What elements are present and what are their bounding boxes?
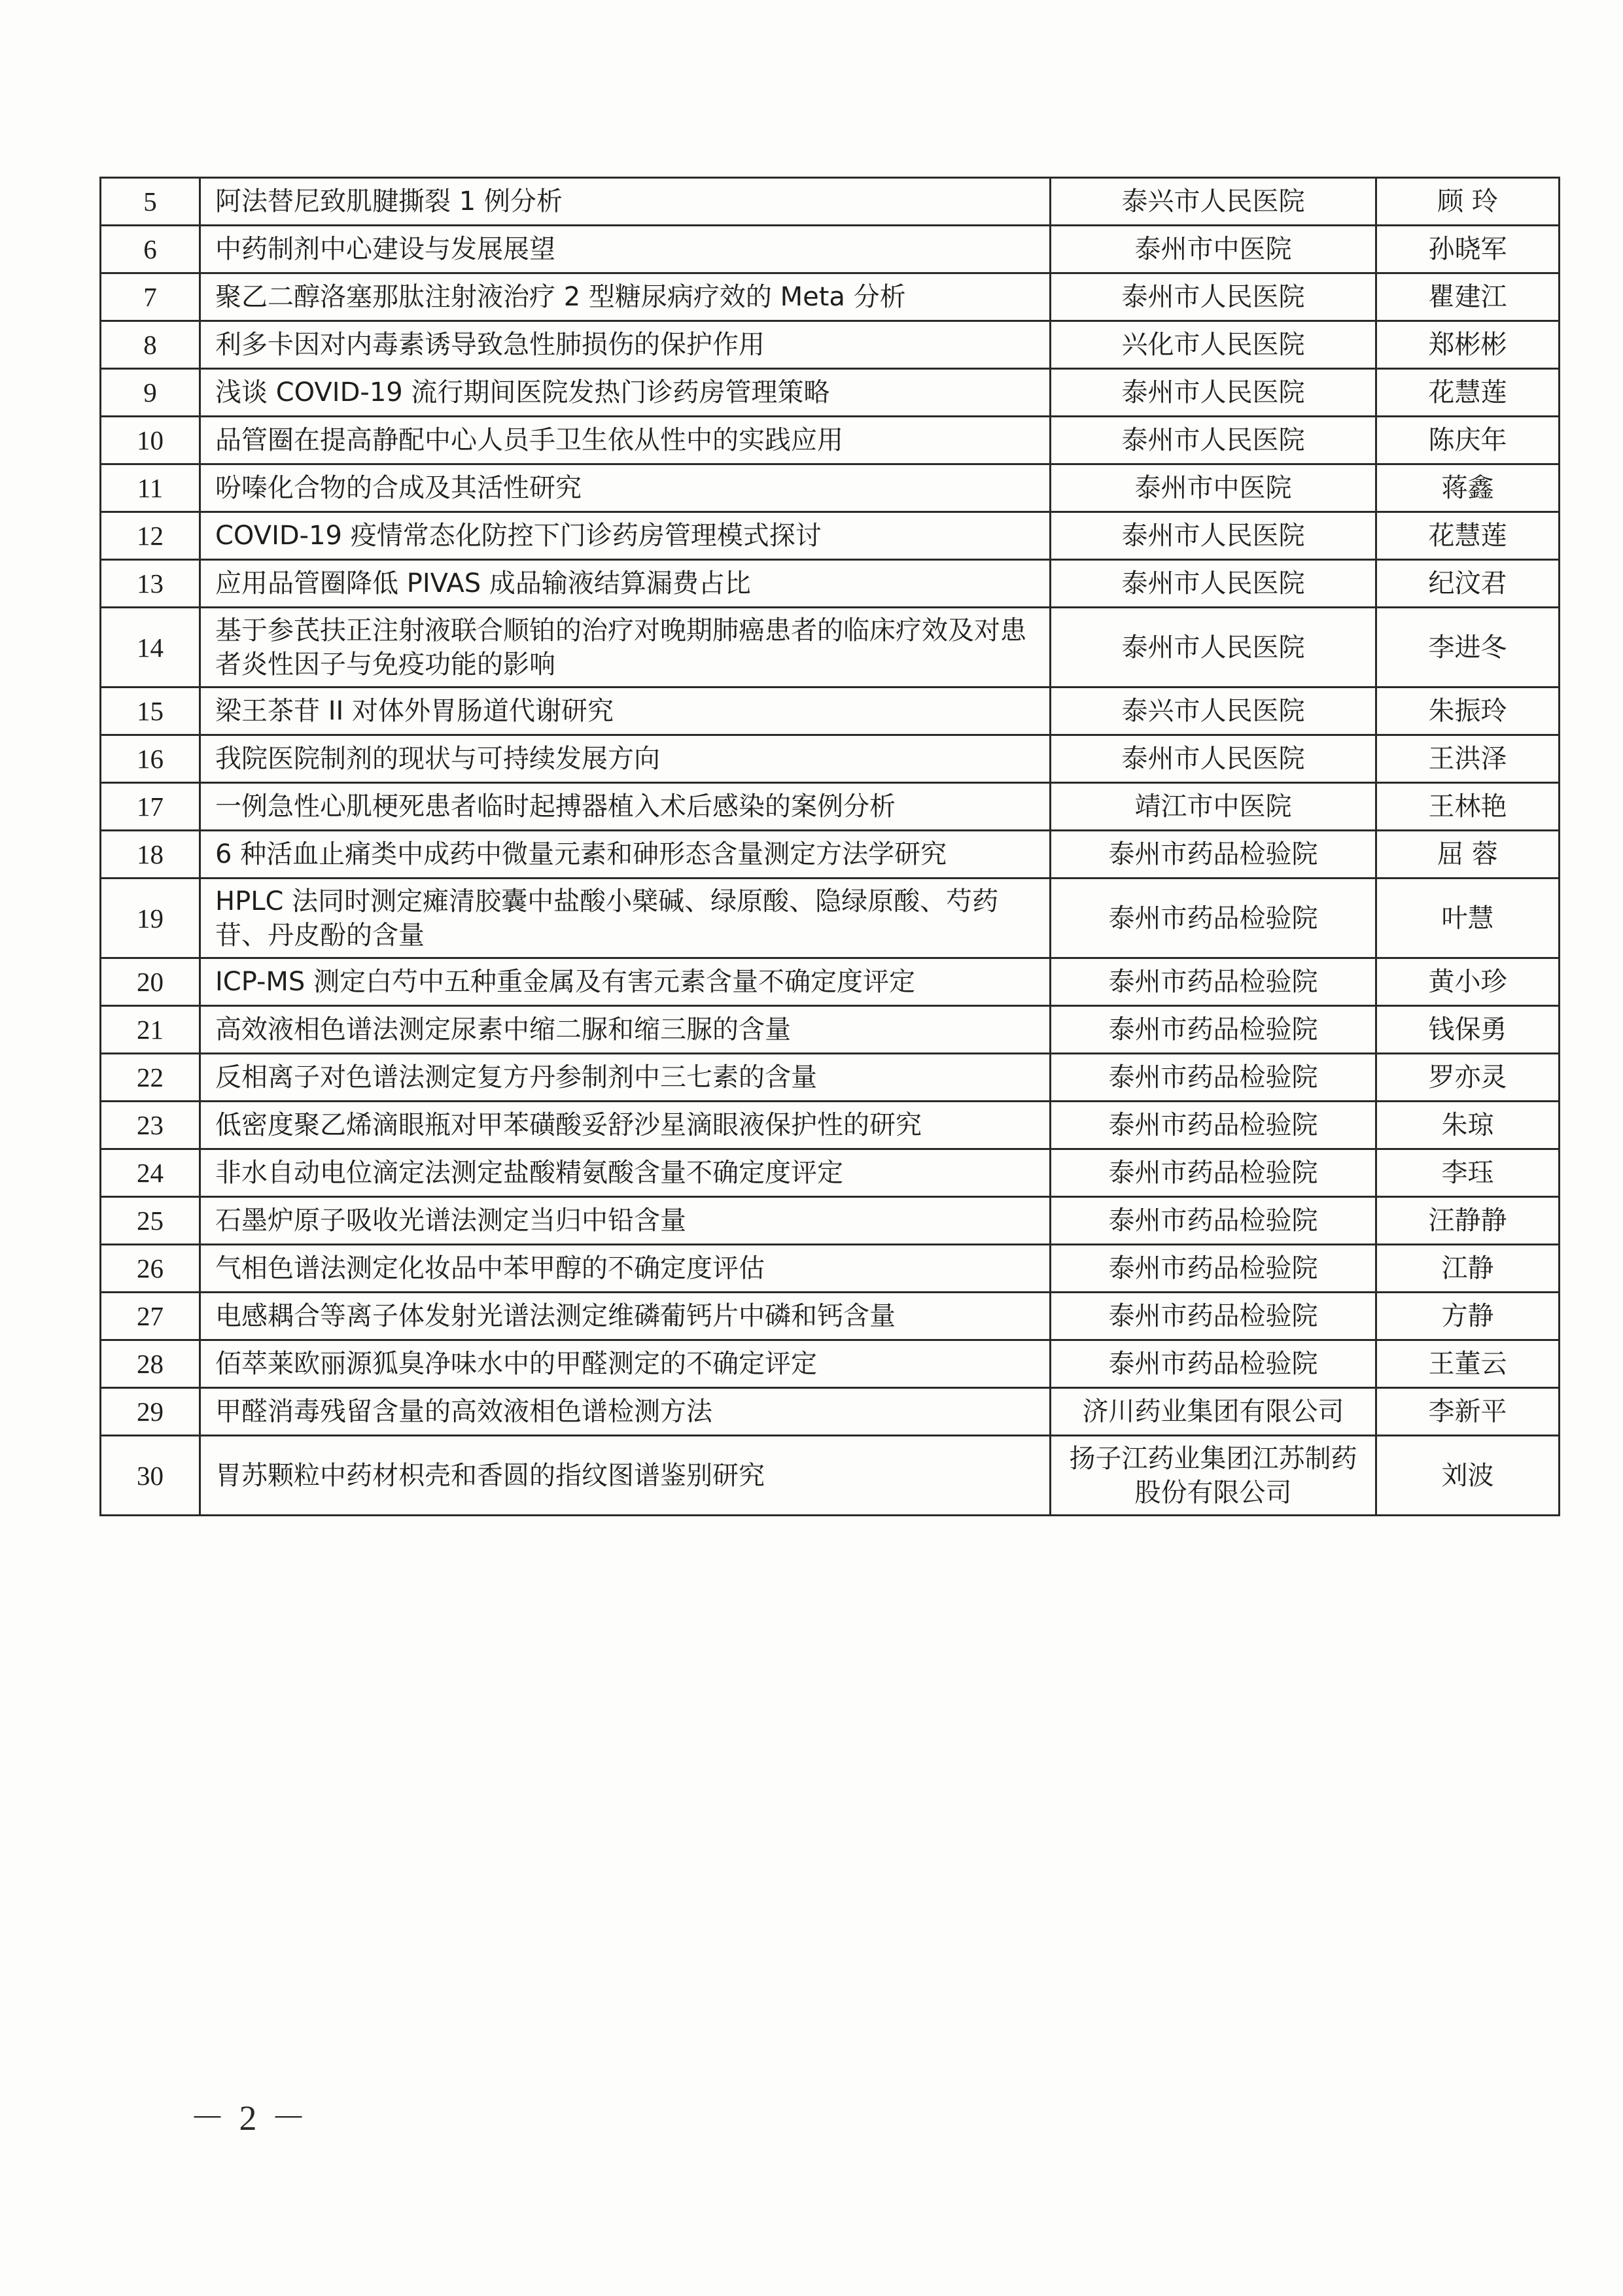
row-number-cell: 5	[101, 178, 200, 226]
table-row	[101, 1245, 1560, 1293]
table-row	[101, 608, 1560, 687]
author-cell: 王洪泽	[1376, 735, 1560, 783]
paper-title-cell: HPLC 法同时测定瘫清胶囊中盐酸小檗碱、绿原酸、隐绿原酸、芍药苷、丹皮酚的含量	[200, 878, 1051, 958]
author-cell: 花慧莲	[1376, 369, 1560, 417]
table-row	[101, 226, 1560, 273]
institution-cell: 泰州市人民医院	[1051, 417, 1376, 464]
author-cell: 纪汶君	[1376, 560, 1560, 608]
row-number-cell: 24	[101, 1149, 200, 1197]
paper-title-cell: 一例急性心肌梗死患者临时起搏器植入术后感染的案例分析	[200, 783, 1051, 831]
table-row	[101, 1388, 1560, 1436]
row-number-cell: 20	[101, 958, 200, 1006]
row-number-cell: 9	[101, 369, 200, 417]
author-cell: 李珏	[1376, 1149, 1560, 1197]
table-row	[101, 783, 1560, 831]
author-cell: 顾 玲	[1376, 178, 1560, 226]
row-number-cell: 27	[101, 1293, 200, 1340]
row-number-cell: 12	[101, 512, 200, 560]
paper-title-cell: 胃苏颗粒中药材枳壳和香圆的指纹图谱鉴别研究	[200, 1436, 1051, 1516]
table-row	[101, 831, 1560, 878]
table-row	[101, 512, 1560, 560]
row-number-cell: 7	[101, 273, 200, 321]
paper-title-cell: 低密度聚乙烯滴眼瓶对甲苯磺酸妥舒沙星滴眼液保护性的研究	[200, 1102, 1051, 1149]
institution-cell: 泰州市药品检验院	[1051, 1340, 1376, 1388]
paper-title-cell: 石墨炉原子吸收光谱法测定当归中铅含量	[200, 1197, 1051, 1245]
author-cell: 罗亦灵	[1376, 1054, 1560, 1102]
author-cell: 朱琼	[1376, 1102, 1560, 1149]
paper-title-cell: 高效液相色谱法测定尿素中缩二脲和缩三脲的含量	[200, 1006, 1051, 1054]
paper-title-cell: 利多卡因对内毒素诱导致急性肺损伤的保护作用	[200, 321, 1051, 369]
author-cell: 方静	[1376, 1293, 1560, 1340]
paper-title-cell: 气相色谱法测定化妆品中苯甲醇的不确定度评估	[200, 1245, 1051, 1293]
institution-cell: 泰州市人民医院	[1051, 608, 1376, 687]
table-row	[101, 878, 1560, 958]
paper-title-cell: COVID-19 疫情常态化防控下门诊药房管理模式探讨	[200, 512, 1051, 560]
row-number-cell: 28	[101, 1340, 200, 1388]
row-number-cell: 11	[101, 464, 200, 512]
paper-title-cell: 阿法替尼致肌腱撕裂 1 例分析	[200, 178, 1051, 226]
table-row	[101, 687, 1560, 735]
row-number-cell: 29	[101, 1388, 200, 1436]
row-number-cell: 17	[101, 783, 200, 831]
row-number-cell: 13	[101, 560, 200, 608]
paper-list-table	[99, 177, 1560, 1516]
institution-cell: 济川药业集团有限公司	[1051, 1388, 1376, 1436]
author-cell: 朱振玲	[1376, 687, 1560, 735]
row-number-cell: 19	[101, 878, 200, 958]
institution-cell: 泰州市药品检验院	[1051, 1245, 1376, 1293]
row-number-cell: 18	[101, 831, 200, 878]
author-cell: 王林艳	[1376, 783, 1560, 831]
institution-cell: 泰州市药品检验院	[1051, 1149, 1376, 1197]
row-number-cell: 22	[101, 1054, 200, 1102]
institution-cell: 泰州市人民医院	[1051, 735, 1376, 783]
table-body	[101, 178, 1560, 1516]
author-cell: 叶慧	[1376, 878, 1560, 958]
institution-cell: 泰州市人民医院	[1051, 369, 1376, 417]
row-number-cell: 14	[101, 608, 200, 687]
institution-cell: 泰州市药品检验院	[1051, 1102, 1376, 1149]
row-number-cell: 23	[101, 1102, 200, 1149]
table-row	[101, 273, 1560, 321]
institution-cell: 泰州市药品检验院	[1051, 1054, 1376, 1102]
paper-title-cell: 梁王茶苷 II 对体外胃肠道代谢研究	[200, 687, 1051, 735]
author-cell: 蒋鑫	[1376, 464, 1560, 512]
author-cell: 江静	[1376, 1245, 1560, 1293]
paper-title-cell: 6 种活血止痛类中成药中微量元素和砷形态含量测定方法学研究	[200, 831, 1051, 878]
row-number-cell: 30	[101, 1436, 200, 1516]
institution-cell: 泰州市药品检验院	[1051, 1006, 1376, 1054]
institution-cell: 泰兴市人民医院	[1051, 687, 1376, 735]
table-row	[101, 1197, 1560, 1245]
paper-title-cell: 甲醛消毒残留含量的高效液相色谱检测方法	[200, 1388, 1051, 1436]
author-cell: 花慧莲	[1376, 512, 1560, 560]
paper-title-cell: 应用品管圈降低 PIVAS 成品输液结算漏费占比	[200, 560, 1051, 608]
institution-cell: 泰州市人民医院	[1051, 273, 1376, 321]
table-row	[101, 1436, 1560, 1516]
author-cell: 王董云	[1376, 1340, 1560, 1388]
row-number-cell: 21	[101, 1006, 200, 1054]
table-row	[101, 178, 1560, 226]
author-cell: 郑彬彬	[1376, 321, 1560, 369]
paper-title-cell: 吩嗪化合物的合成及其活性研究	[200, 464, 1051, 512]
institution-cell: 泰兴市人民医院	[1051, 178, 1376, 226]
institution-cell: 泰州市中医院	[1051, 464, 1376, 512]
table-row	[101, 735, 1560, 783]
author-cell: 钱保勇	[1376, 1006, 1560, 1054]
paper-title-cell: 电感耦合等离子体发射光谱法测定维磷葡钙片中磷和钙含量	[200, 1293, 1051, 1340]
author-cell: 陈庆年	[1376, 417, 1560, 464]
institution-cell: 泰州市药品检验院	[1051, 1197, 1376, 1245]
row-number-cell: 6	[101, 226, 200, 273]
author-cell: 孙晓军	[1376, 226, 1560, 273]
row-number-cell: 10	[101, 417, 200, 464]
paper-title-cell: 中药制剂中心建设与发展展望	[200, 226, 1051, 273]
paper-title-cell: 我院医院制剂的现状与可持续发展方向	[200, 735, 1051, 783]
institution-cell: 泰州市中医院	[1051, 226, 1376, 273]
table-row	[101, 1102, 1560, 1149]
paper-title-cell: 反相离子对色谱法测定复方丹参制剂中三七素的含量	[200, 1054, 1051, 1102]
row-number-cell: 25	[101, 1197, 200, 1245]
institution-cell: 泰州市药品检验院	[1051, 1293, 1376, 1340]
paper-title-cell: 品管圈在提高静配中心人员手卫生依从性中的实践应用	[200, 417, 1051, 464]
paper-title-cell: 浅谈 COVID-19 流行期间医院发热门诊药房管理策略	[200, 369, 1051, 417]
paper-title-cell: 基于参芪扶正注射液联合顺铂的治疗对晚期肺癌患者的临床疗效及对患者炎性因子与免疫功能的影响	[200, 608, 1051, 687]
paper-title-cell: 聚乙二醇洛塞那肽注射液治疗 2 型糖尿病疗效的 Meta 分析	[200, 273, 1051, 321]
paper-title-cell: 佰萃莱欧丽源狐臭净味水中的甲醛测定的不确定评定	[200, 1340, 1051, 1388]
table-row	[101, 1006, 1560, 1054]
author-cell: 屈 蓉	[1376, 831, 1560, 878]
table-row	[101, 560, 1560, 608]
institution-cell: 靖江市中医院	[1051, 783, 1376, 831]
table-row	[101, 1054, 1560, 1102]
table-row	[101, 417, 1560, 464]
table-row	[101, 321, 1560, 369]
row-number-cell: 26	[101, 1245, 200, 1293]
table-row	[101, 369, 1560, 417]
institution-cell: 泰州市药品检验院	[1051, 878, 1376, 958]
author-cell: 李进冬	[1376, 608, 1560, 687]
institution-cell: 扬子江药业集团江苏制药股份有限公司	[1051, 1436, 1376, 1516]
institution-cell: 泰州市人民医院	[1051, 560, 1376, 608]
institution-cell: 兴化市人民医院	[1051, 321, 1376, 369]
table-row	[101, 1293, 1560, 1340]
institution-cell: 泰州市药品检验院	[1051, 958, 1376, 1006]
author-cell: 瞿建江	[1376, 273, 1560, 321]
author-cell: 黄小珍	[1376, 958, 1560, 1006]
author-cell: 李新平	[1376, 1388, 1560, 1436]
author-cell: 汪静静	[1376, 1197, 1560, 1245]
paper-title-cell: 非水自动电位滴定法测定盐酸精氨酸含量不确定度评定	[200, 1149, 1051, 1197]
row-number-cell: 8	[101, 321, 200, 369]
table-row	[101, 464, 1560, 512]
institution-cell: 泰州市药品检验院	[1051, 831, 1376, 878]
page-number: － 2 －	[190, 2098, 309, 2138]
institution-cell: 泰州市人民医院	[1051, 512, 1376, 560]
table-row	[101, 958, 1560, 1006]
paper-title-cell: ICP-MS 测定白芍中五种重金属及有害元素含量不确定度评定	[200, 958, 1051, 1006]
table-row	[101, 1340, 1560, 1388]
table-row	[101, 1149, 1560, 1197]
author-cell: 刘波	[1376, 1436, 1560, 1516]
row-number-cell: 16	[101, 735, 200, 783]
row-number-cell: 15	[101, 687, 200, 735]
